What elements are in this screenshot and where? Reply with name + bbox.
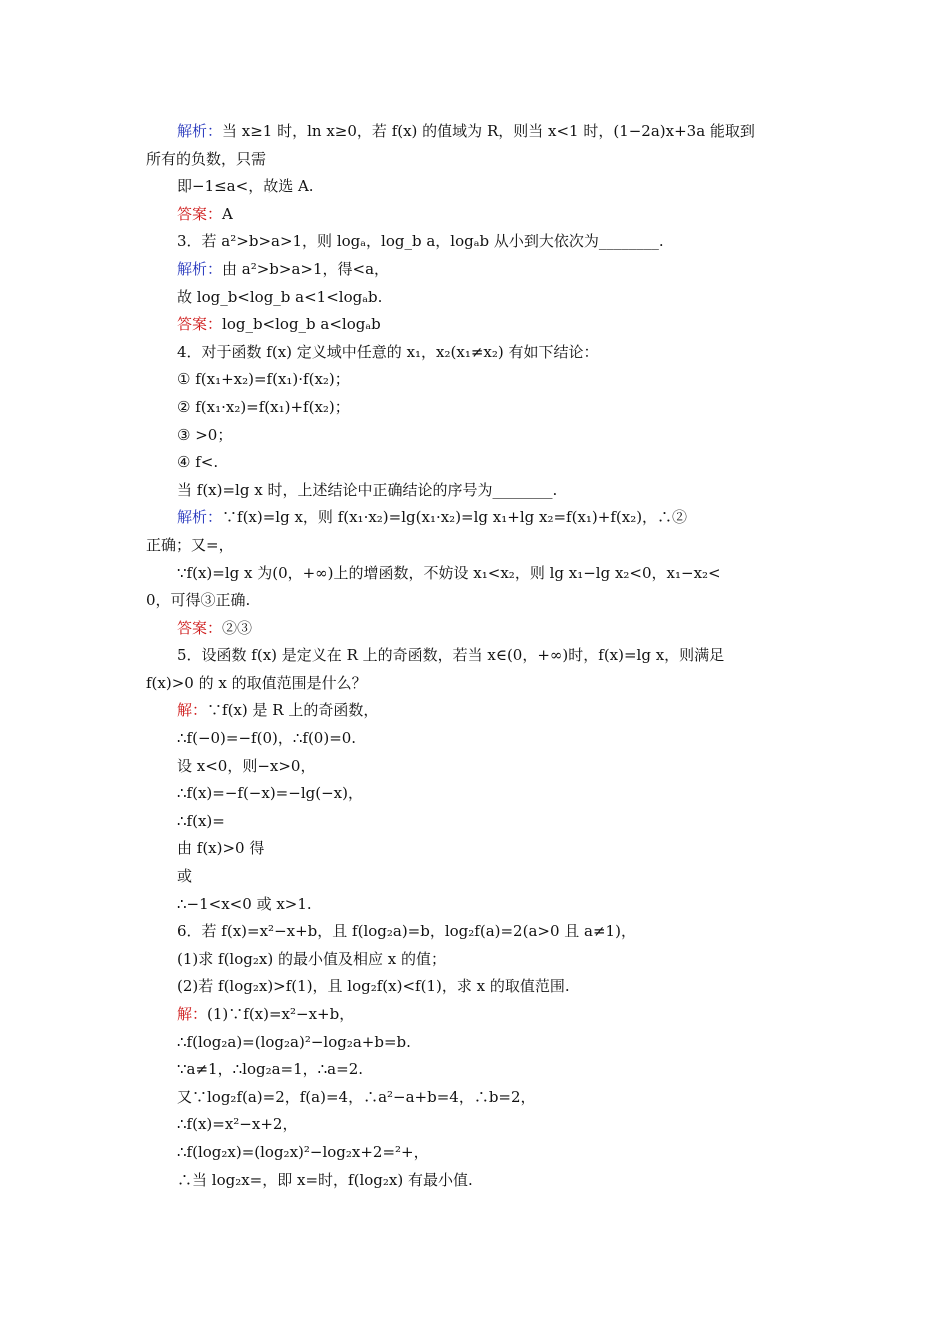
text-line bbox=[146, 1139, 810, 1167]
text-line bbox=[146, 284, 810, 312]
text-line bbox=[146, 946, 810, 974]
text-line bbox=[146, 642, 810, 670]
line-text: ② f(x₁·x₂)=f(x₁)+f(x₂)； bbox=[177, 397, 350, 416]
text-line bbox=[146, 918, 810, 946]
line-text: 当 f(x)=lg x 时，上述结论中正确结论的序号为________. bbox=[177, 480, 558, 499]
line-text: (2)若 f(log₂x)>f(1)，且 log₂f(x)<f(1)，求 x 的取值范围. bbox=[177, 977, 570, 996]
line-text: 3．若 a²>b>a>1，则 logₐ，log_b a，logₐb 从小到大依次为________. bbox=[177, 232, 664, 251]
text-line bbox=[146, 422, 810, 450]
text-line bbox=[146, 118, 810, 146]
line-text: ∵f(x) 是 R 上的奇函数， bbox=[207, 701, 379, 720]
answer-label: 解析： bbox=[177, 508, 223, 527]
text-line bbox=[146, 1001, 810, 1029]
line-text: log_b<log_b a<logₐb bbox=[222, 315, 381, 334]
line-text: ∴f(x)=x²−x+2， bbox=[177, 1115, 298, 1134]
text-line bbox=[146, 615, 810, 643]
text-line bbox=[146, 394, 810, 422]
text-line bbox=[146, 560, 810, 588]
line-text: ∴f(−0)=−f(0)，∴f(0)=0. bbox=[177, 729, 357, 748]
line-text: 又∵log₂f(a)=2，f(a)=4，∴a²−a+b=4，∴b=2， bbox=[177, 1087, 536, 1106]
text-line bbox=[146, 835, 810, 863]
line-text: f(x)>0 的 x 的取值范围是什么？ bbox=[146, 673, 367, 692]
line-text: 所有的负数，只需 bbox=[146, 149, 267, 168]
text-line bbox=[146, 256, 810, 284]
text-line bbox=[146, 532, 810, 560]
text-line bbox=[146, 339, 810, 367]
line-text: 由 f(x)>0 得 bbox=[177, 839, 265, 858]
line-text: ③ >0； bbox=[177, 425, 233, 444]
line-text: (1)求 f(log₂x) 的最小值及相应 x 的值； bbox=[177, 949, 446, 968]
line-text: ∵a≠1，∴log₂a=1，∴a=2. bbox=[177, 1060, 364, 1079]
answer-label: 解析： bbox=[177, 122, 223, 140]
text-line bbox=[146, 366, 810, 394]
text-line bbox=[146, 808, 810, 836]
answer-label: 解析： bbox=[177, 259, 223, 278]
text-line bbox=[146, 504, 810, 532]
text-line bbox=[146, 1111, 810, 1139]
text-line bbox=[146, 146, 810, 174]
text-line bbox=[146, 1056, 810, 1084]
answer-label: 答案： bbox=[177, 315, 223, 334]
line-text: 0，可得③正确. bbox=[146, 591, 251, 610]
text-line bbox=[146, 670, 810, 698]
text-line bbox=[146, 173, 810, 201]
line-text: ∴−1<x<0 或 x>1. bbox=[177, 894, 312, 913]
text-line bbox=[146, 449, 810, 477]
text-line bbox=[146, 725, 810, 753]
text-line bbox=[146, 201, 810, 229]
line-text: 当 x≥1 时，ln x≥0，若 f(x) 的值域为 R，则当 x<1 时，(1−2a)x+3a 能取到 bbox=[222, 122, 755, 140]
text-line bbox=[146, 780, 810, 808]
line-text: ∴当 log₂x=，即 x=时，f(log₂x) 有最小值. bbox=[177, 1170, 473, 1189]
line-text: 故 log_b<log_b a<1<logₐb. bbox=[177, 287, 383, 306]
text-line bbox=[146, 477, 810, 505]
line-text: 4．对于函数 f(x) 定义域中任意的 x₁，x₂(x₁≠x₂) 有如下结论： bbox=[177, 342, 599, 361]
line-text: A bbox=[222, 204, 233, 223]
text-line bbox=[146, 697, 810, 725]
text-line bbox=[146, 587, 810, 615]
line-text: ④ f<. bbox=[177, 453, 219, 472]
line-text: ① f(x₁+x₂)=f(x₁)·f(x₂)； bbox=[177, 370, 350, 389]
line-text: 6．若 f(x)=x²−x+b，且 f(log₂a)=b，log₂f(a)=2(a>0 且 a≠1)， bbox=[177, 922, 636, 941]
line-text: 5．设函数 f(x) 是定义在 R 上的奇函数，若当 x∈(0，+∞)时，f(x)=lg x，则满足 bbox=[177, 646, 725, 665]
line-text: ∴f(log₂a)=(log₂a)²−log₂a+b=b. bbox=[177, 1032, 411, 1051]
line-text: 由 a²>b>a>1，得<a， bbox=[222, 259, 390, 278]
text-line bbox=[146, 1084, 810, 1112]
line-text: ∴f(x)= bbox=[177, 811, 225, 830]
line-text: ∵f(x)=lg x 为(0，+∞)上的增函数，不妨设 x₁<x₂，则 lg x₁−lg x₂<0，x₁−x₂< bbox=[177, 563, 721, 582]
answer-label: 答案： bbox=[177, 204, 223, 223]
text-line bbox=[146, 228, 810, 256]
document-body bbox=[146, 118, 810, 1194]
text-line bbox=[146, 863, 810, 891]
text-line bbox=[146, 1029, 810, 1057]
text-line bbox=[146, 891, 810, 919]
text-line bbox=[146, 1167, 810, 1195]
line-text: (1)∵f(x)=x²−x+b， bbox=[207, 1005, 355, 1023]
line-text: ②③ bbox=[222, 618, 253, 637]
line-text: 或 bbox=[177, 867, 193, 886]
text-line bbox=[146, 973, 810, 1001]
answer-label: 解： bbox=[177, 1005, 208, 1023]
line-text: 设 x<0，则−x>0， bbox=[177, 756, 316, 775]
text-line bbox=[146, 311, 810, 339]
line-text: ∵f(x)=lg x，则 f(x₁·x₂)=lg(x₁·x₂)=lg x₁+lg x₂=f(x₁)+f(x₂)，∴② bbox=[222, 508, 688, 527]
answer-label: 解： bbox=[177, 701, 208, 720]
answer-label: 答案： bbox=[177, 618, 223, 637]
text-line bbox=[146, 753, 810, 781]
line-text: 即−1≤a<，故选 A. bbox=[177, 177, 314, 196]
line-text: ∴f(log₂x)=(log₂x)²−log₂x+2=²+， bbox=[177, 1142, 429, 1161]
line-text: 正确；又=， bbox=[146, 535, 234, 554]
line-text: ∴f(x)=−f(−x)=−lg(−x)， bbox=[177, 784, 363, 803]
